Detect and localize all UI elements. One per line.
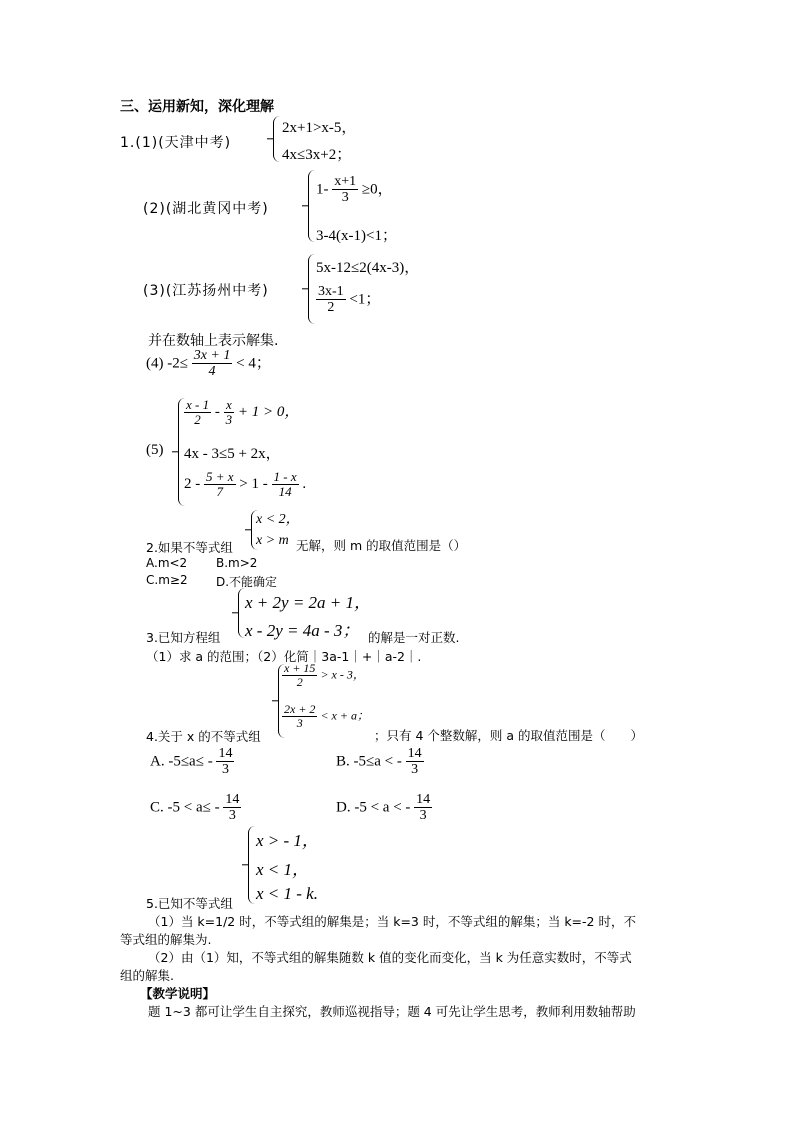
q4-s2-den: 3 [296, 716, 303, 731]
q1-part5-l3-end: . [302, 476, 307, 493]
q5-stem: 5.已知不等式组 [146, 896, 233, 911]
q4-option-a [150, 746, 234, 778]
q1-part5-label: (5) [146, 442, 164, 458]
q1-part3-line2 [316, 284, 380, 316]
q4-s2-end: < x + a； [320, 708, 369, 723]
q2-sys2: x > m [256, 533, 289, 548]
q1-part5-l3-mid: > 1 - [239, 476, 268, 493]
q4-s1-den: 2 [296, 675, 303, 690]
q4-sys1 [282, 662, 365, 689]
q4-option-c [150, 792, 241, 824]
q3-sub: （1）求 a 的范围；（2）化简｜3a-1｜+｜a-2｜. [146, 649, 422, 664]
q1-part5-l1-frac2 [224, 398, 235, 428]
q4-s1-end: > x - 3， [320, 667, 365, 682]
q4-option-c-den: 3 [228, 808, 236, 824]
q2-option-c: C.m≥2 [146, 573, 188, 587]
q4-s2-num: 2x + 2 [284, 702, 316, 716]
q4-option-a-num: 14 [218, 746, 233, 761]
q1-part5-l3-f1-num: 5 + x [206, 469, 234, 484]
q1-part1-line1: 2x+1>x-5， [282, 120, 357, 136]
q1-part5-l3-frac2 [272, 470, 299, 500]
q4-option-a-den: 3 [221, 762, 229, 778]
q1-part3-frac-num: 3x-1 [318, 284, 344, 299]
q3-tail: 的解是一对正数. [368, 630, 460, 645]
q1-part5-l1-f1-den: 2 [194, 412, 201, 428]
q1-part5-l3-f1-den: 7 [216, 484, 224, 500]
q1-part3-line2-b: <1； [349, 291, 381, 308]
q1-part2-line2: 3-4(x-1)<1； [316, 228, 397, 244]
q1-part5-l1-mid: - [214, 404, 220, 421]
q1-part2-prefix: (2)(湖北黄冈中考) [143, 201, 269, 217]
q5-sys2: x < 1， [256, 860, 310, 879]
q3-brace [238, 588, 245, 638]
q4-option-b-den: 3 [411, 762, 419, 778]
q1-part2-brace [308, 170, 315, 242]
q1-part5-l3-f2-den: 14 [278, 484, 292, 500]
q3-sys2: x - 2y = 4a - 3； [245, 621, 360, 640]
q1-part3-fraction [316, 284, 346, 316]
q1-part2-frac-den: 3 [341, 190, 349, 206]
q3-stem: 3.已知方程组 [146, 630, 221, 645]
q4-option-a-text: A. -5≤a≤ - [150, 753, 213, 770]
q2-sys1: x < 2， [256, 512, 300, 527]
q4-option-b-frac [406, 746, 424, 778]
q1-part2-line1 [316, 174, 393, 206]
q1-part3-line1: 5x-12≤2(4x-3)， [316, 260, 420, 276]
q4-tail: ；只有 4 个整数解，则 a 的取值范围是（ ） [374, 728, 644, 743]
q1-part5-l3-a: 2 - [184, 476, 201, 493]
q3-sys1: x + 2y = 2a + 1， [245, 593, 372, 612]
q1-part5-l1-f2-den: 3 [225, 412, 233, 428]
q4-s1-num: x + 15 [284, 661, 316, 675]
q1-part2-line1-b: ≥0， [361, 181, 393, 198]
q1-part4-a: (4) -2≤ [146, 355, 188, 372]
q1-part5-l1-end: + 1 > 0， [237, 404, 300, 421]
q4-option-b-num: 14 [407, 746, 422, 761]
q5-sys3: x < 1 - k. [256, 884, 318, 903]
q1-part2-frac-num: x+1 [334, 174, 357, 189]
q5-part2-line1: （2）由（1）知，不等式组的解集随数 k 值的变化而变化，当 k 为任意实数时，不等式 [148, 950, 632, 965]
q4-option-d-den: 3 [419, 808, 427, 824]
q5-part2-line2: 组的解集. [120, 968, 174, 983]
q1-part4-b: < 4； [236, 355, 271, 372]
q4-option-d-frac [414, 792, 432, 824]
q4-option-c-frac [223, 792, 241, 824]
q2-option-b: B.m>2 [216, 556, 258, 570]
q4-option-d [336, 792, 432, 824]
q5-sys1: x > - 1， [256, 831, 319, 850]
q1-part3-brace [308, 254, 315, 324]
q1-part4 [146, 348, 271, 380]
q1-part3-prefix: (3)(江苏扬州中考) [143, 283, 269, 299]
q1-part1-brace [273, 116, 280, 162]
q4-option-b-text: B. -5≤a < - [336, 753, 402, 770]
q2-stem: 2.如果不等式组 [146, 540, 233, 555]
q4-option-c-text: C. -5 < a≤ - [150, 799, 220, 816]
q2-tail: 无解，则 m 的取值范围是（） [296, 538, 467, 553]
q1-part5-l1-f2-num: x [224, 398, 235, 413]
q1-part5-l1-frac1 [184, 398, 211, 428]
q4-option-d-text: D. -5 < a < - [336, 799, 411, 816]
q5-brace [248, 826, 255, 904]
q1-part5-line3 [184, 470, 306, 500]
q5-part1-line1: （1）当 k=1/2 时，不等式组的解集是；当 k=3 时，不等式组的解集；当 k=-2 时，不 [148, 914, 636, 929]
q1-part5-l3-frac1 [204, 470, 236, 500]
q1-part5-l1-f1-num: x - 1 [186, 397, 210, 412]
q1-part1-line2: 4x≤3x+2； [282, 147, 352, 163]
teaching-text: 题 1~3 都可让学生自主探究，教师巡视指导；题 4 可先让学生思考，教师利用数轴帮助 [148, 1004, 636, 1019]
q1-part5-line1 [184, 398, 299, 428]
q1-part5-line2: 4x - 3≤5 + 2x， [184, 446, 281, 462]
q1-part2-line1-a: 1- [316, 181, 329, 198]
q4-sys2 [282, 703, 369, 730]
q1-part1-prefix: 1.(1)(天津中考) [120, 135, 232, 151]
q1-part5-l3-f2-num: 1 - x [273, 469, 297, 484]
q4-option-d-num: 14 [416, 792, 431, 807]
q4-option-b [336, 746, 424, 778]
q4-option-a-frac [216, 746, 234, 778]
q1-part4-frac-num: 3x + 1 [193, 348, 231, 363]
q4-s2-frac [282, 703, 317, 730]
q1-part3-frac-den: 2 [327, 300, 335, 316]
q1-note: 并在数轴上表示解集. [148, 333, 279, 349]
q1-part4-frac-den: 4 [208, 364, 216, 380]
q4-stem: 4.关于 x 的不等式组 [146, 729, 261, 744]
teaching-heading: 【教学说明】 [140, 986, 216, 1001]
q4-option-c-num: 14 [225, 792, 240, 807]
q1-part2-fraction [332, 174, 358, 206]
q2-option-d: D.不能确定 [216, 575, 278, 589]
q5-part1-line2: 等式组的解集为. [120, 932, 212, 947]
q4-s1-frac [282, 662, 317, 689]
q1-part4-fraction [192, 348, 233, 380]
q2-option-a: A.m<2 [146, 556, 188, 570]
section-title: 三、运用新知，深化理解 [120, 99, 274, 115]
